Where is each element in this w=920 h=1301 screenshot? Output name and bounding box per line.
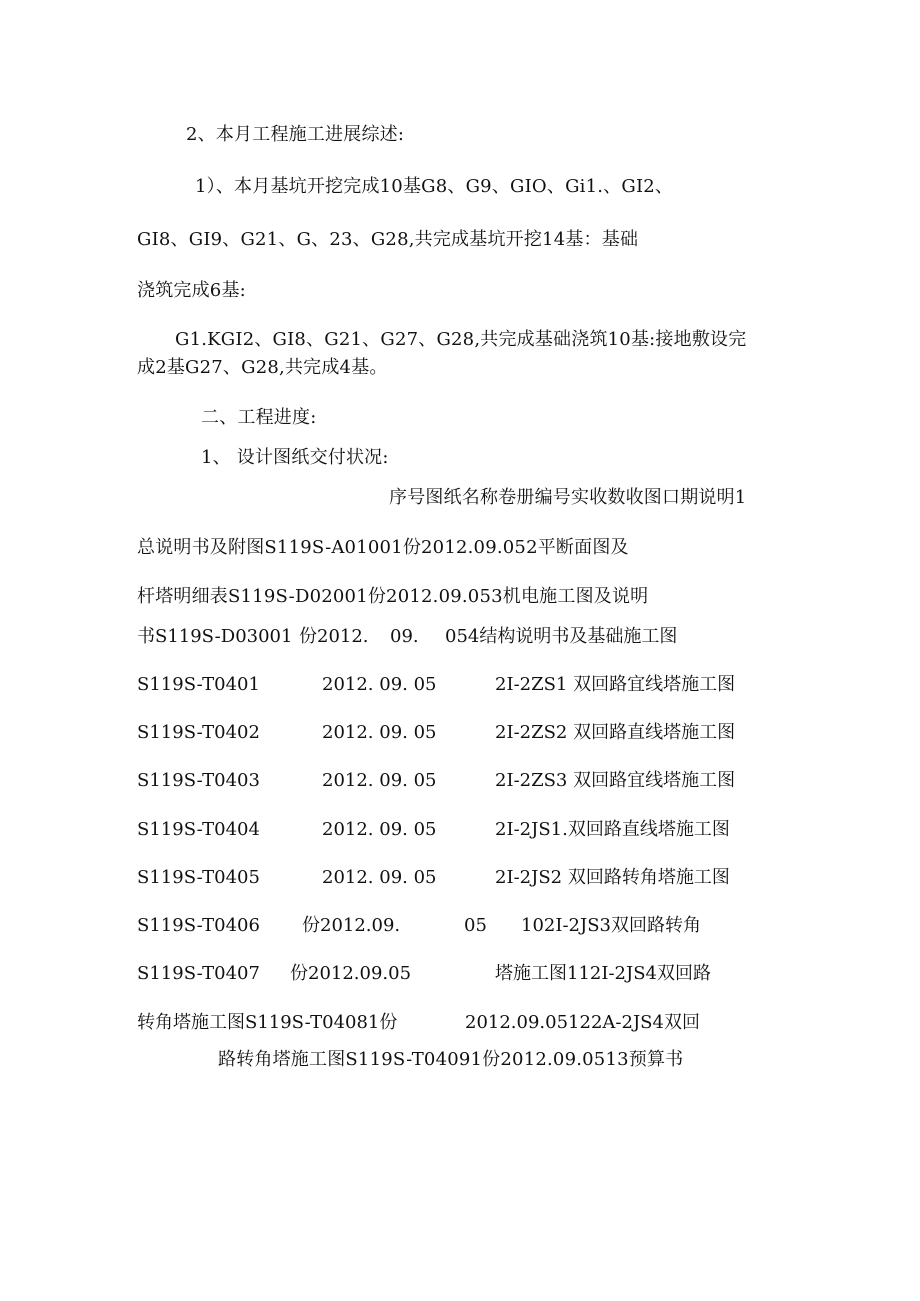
drawing-code: S119S-T0402 — [137, 722, 260, 743]
section-project-progress-heading: 二、工程进度: — [201, 407, 317, 428]
drawing-description: 塔施工图112I-2JS4双回路 — [495, 963, 711, 984]
drawing-date: 2012. 09. 05 — [322, 867, 437, 888]
drawing-code: S119S-T0406 — [137, 915, 260, 936]
drawing-date: 2012. 09. 05 — [322, 722, 437, 743]
drawing-code: S119S-T0401 — [137, 674, 260, 695]
paragraph-grounding: 成2基G27、G28,共完成4基。 — [137, 357, 388, 378]
drawing-date: 2012. 09. 05 — [322, 770, 437, 791]
drawing-description: 054结构说明书及基础施工图 — [445, 626, 678, 647]
drawing-code: S119S-T0405 — [137, 867, 260, 888]
drawing-date: 2012. 09. 05 — [322, 819, 437, 840]
subsection-drawing-delivery-heading: 1、 设计图纸交付状况: — [201, 447, 389, 468]
drawing-description: 2I-2ZS1 双回路宜线塔施工图 — [495, 674, 736, 695]
drawing-date-part: 份2012. — [299, 626, 369, 647]
drawing-date: 2012.09.05122A-2JS4双回 — [465, 1012, 700, 1033]
section-progress-summary-heading: 2、本月工程施工进展综述: — [186, 124, 405, 145]
drawing-description: 2I-2ZS3 双回路宜线塔施工图 — [495, 770, 736, 791]
table-header-line: 序号图纸名称卷册编号实收数收图口期说明1 — [389, 487, 747, 508]
drawing-date-part: 05 — [464, 915, 487, 936]
drawing-list-line-1: 总说明书及附图S119S-A01001份2012.09.052平断面图及 — [137, 537, 629, 558]
paragraph-pit-excavation: 1）、本月基坑开挖完成10基G8、G9、GIO、Gi1.、GI2、 — [195, 176, 674, 197]
drawing-list-line-7: 路转角塔施工图S119S-T04091份2012.09.0513预算书 — [218, 1049, 684, 1070]
paragraph-foundation-list: G1.KGI2、GI8、G21、G27、G28,共完成基础浇筑10基:接地敷设完 — [175, 329, 747, 350]
drawing-date-part: 份2012.09. — [302, 915, 401, 936]
drawing-date: 份2012.09.05 — [290, 963, 412, 984]
drawing-code: 书S119S-D03001 — [137, 626, 293, 647]
paragraph-pit-excavation-cont: GI8、GI9、G21、G、23、G28,共完成基坑开挖14基：基础 — [137, 229, 639, 250]
drawing-description: 2I-2ZS2 双回路直线塔施工图 — [495, 722, 736, 743]
drawing-description: 2I-2JS2 双回路转角塔施工图 — [495, 867, 730, 888]
drawing-code: S119S-T0404 — [137, 819, 260, 840]
drawing-description: 2I-2JS1.双回路直线塔施工图 — [495, 819, 730, 840]
paragraph-foundation-pour: 浇筑完成6基: — [137, 280, 246, 301]
drawing-list-line-2: 杆塔明细表S119S-D02001份2012.09.053机电施工图及说明 — [137, 586, 649, 607]
drawing-date: 2012. 09. 05 — [322, 674, 437, 695]
drawing-description: 转角塔施工图S119S-T04081份 — [137, 1012, 398, 1033]
drawing-code: S119S-T0407 — [137, 963, 260, 984]
drawing-description: 102I-2JS3双回路转角 — [521, 915, 701, 936]
drawing-code: S119S-T0403 — [137, 770, 260, 791]
drawing-date-part: 09. — [390, 626, 419, 647]
